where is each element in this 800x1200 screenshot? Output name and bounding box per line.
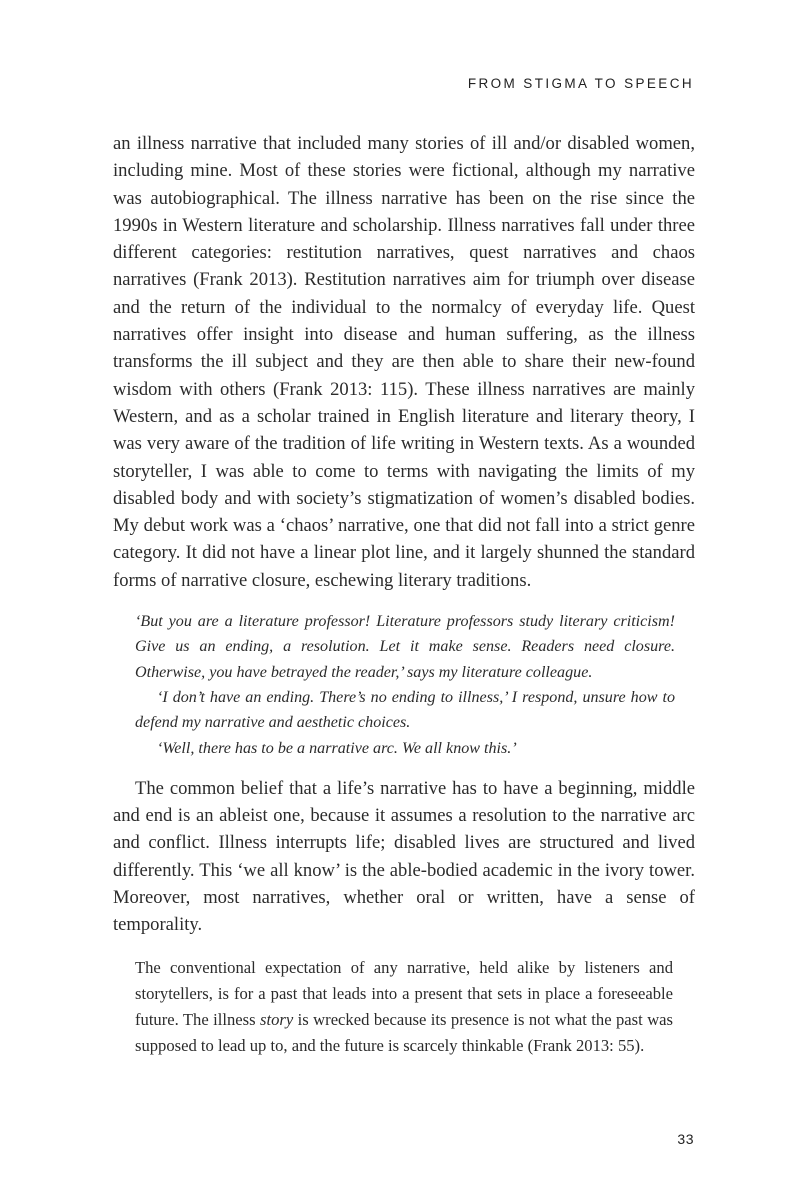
- dialogue-extract: [135, 609, 675, 761]
- running-head: FROM STIGMA TO SPEECH: [467, 76, 694, 91]
- page-body: [113, 130, 695, 1059]
- block-quote-text-start: The conventional expectation of any narrative, held alike by listeners and storytellers, is for a past that leads into a present that sets in place a foreseeable future. The illness: [135, 957, 673, 1029]
- dialogue-line-3: ‘Well, there has to be a narrative arc. We all know this.’: [157, 739, 517, 757]
- block-quote-emphasis: story: [260, 1009, 294, 1029]
- dialogue-line-1: ‘But you are a literature professor! Literature professors study literary criticism! Give us an ending, a resolution. Let it make sense. Readers need closure. Otherwise, you have betrayed the reader,’ says my literature colleague.: [135, 613, 675, 681]
- dialogue-line-2: ‘I don’t have an ending. There’s no ending to illness,’ I respond, unsure how to defend my narrative and aesthetic choices.: [135, 688, 675, 732]
- body-paragraph-2: The common belief that a life’s narrative has to have a beginning, middle and end is an ableist one, because it assumes a resolution to the narrative arc and conflict. Illness interrupts life; disabled lives are structured and lived differently. This ‘we all know’ is the able-bodied academic in the ivory tower. Moreover, most narratives, whether oral or written, have a sense of temporality.: [113, 777, 695, 936]
- block-quote: [135, 955, 673, 1059]
- body-paragraph-1: an illness narrative that included many stories of ill and/or disabled women, including mine. Most of these stories were fictional, although my narrative was autobiographical. The illness narrative has been on the rise since the 1990s in Western literature and scholarship. Illness narratives fall under three different categories: restitution narratives, quest narratives and chaos narratives (Frank 2013). Restitution narratives aim for triumph over disease and the return of the individual to the normalcy of everyday life. Quest narratives offer insight into disease and human suffering, as the illness transforms the ill subject and they are then able to share their new-found wisdom with others (Frank 2013: 115). These illness narratives are mainly Western, and as a scholar trained in English literature and literary theory, I was very aware of the tradition of life writing in Western texts. As a wounded storyteller, I was able to come to terms with navigating the limits of my disabled body and with society’s stigmatization of women’s disabled bodies. My debut work was a ‘chaos’ narrative, one that did not fall into a strict genre category. It did not have a linear plot line, and it largely shunned the standard forms of narrative closure, eschewing literary traditions.: [113, 133, 695, 591]
- page-number: 33: [677, 1131, 694, 1147]
- block-quote-text-end: is wrecked because its presence is not what the past was supposed to lead up to, and the future is scarcely thinkable (Frank 2013: 55).: [135, 1009, 673, 1055]
